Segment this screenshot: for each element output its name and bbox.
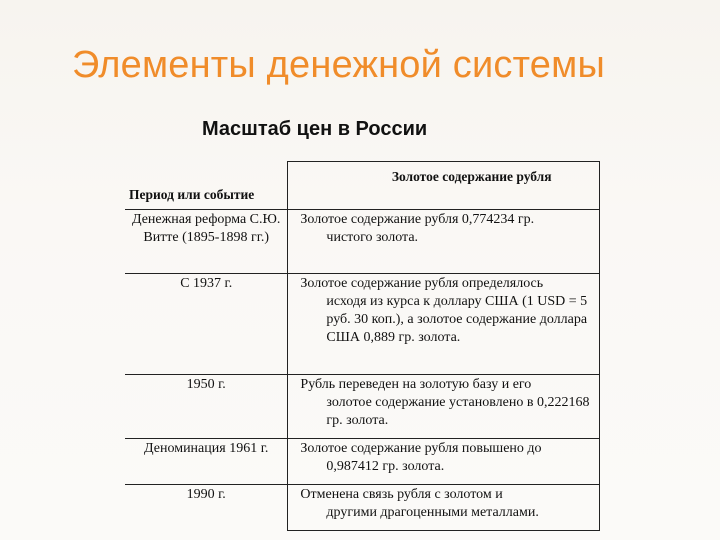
table-header-row xyxy=(125,162,600,210)
description-continuation: 0,987412 гр. золота. xyxy=(326,458,445,474)
description-cell xyxy=(288,374,600,438)
period-cell: 1950 г. xyxy=(125,374,288,438)
description-cell xyxy=(288,484,600,530)
table-row xyxy=(125,438,600,484)
table-row xyxy=(125,273,600,374)
description-cell xyxy=(288,273,600,374)
description-first-line: Золотое содержание рубля 0,774234 гр. xyxy=(300,211,535,227)
description-continuation: чистого золота. xyxy=(326,229,419,245)
table-row xyxy=(125,209,600,273)
description-first-line: Золотое содержание рубля повышено до xyxy=(300,440,542,456)
price-scale-table xyxy=(125,161,600,531)
slide-title: Элементы денежной системы xyxy=(72,44,605,86)
period-cell: Денежная реформа С.Ю. Витте (1895-1898 гг.) xyxy=(125,209,288,273)
period-cell: Деноминация 1961 г. xyxy=(125,438,288,484)
table-row xyxy=(125,484,600,530)
description-continuation: другими драгоценными металлами. xyxy=(326,504,539,520)
table-row xyxy=(125,374,600,438)
description-cell xyxy=(288,209,600,273)
description-first-line: Отменена связь рубля с золотом и xyxy=(300,486,503,502)
description-first-line: Рубль переведен на золотую базу и его xyxy=(300,376,532,392)
description-continuation: исходя из курса к доллару США (1 USD = 5 руб. 30 коп.), а золотое содержание доллара США 0,889 гр. золота. xyxy=(326,293,588,345)
description-cell xyxy=(288,438,600,484)
price-scale-table-container xyxy=(125,161,600,531)
period-cell: 1990 г. xyxy=(125,484,288,530)
table-caption: Масштаб цен в России xyxy=(202,118,428,140)
period-cell: С 1937 г. xyxy=(125,273,288,374)
header-period: Период или событие xyxy=(125,162,288,210)
header-gold-content: Золотое содержание рубля xyxy=(288,162,600,210)
description-continuation: золотое содержание установлено в 0,222168 гр. золота. xyxy=(326,394,590,428)
description-first-line: Золотое содержание рубля определялось xyxy=(300,275,544,291)
